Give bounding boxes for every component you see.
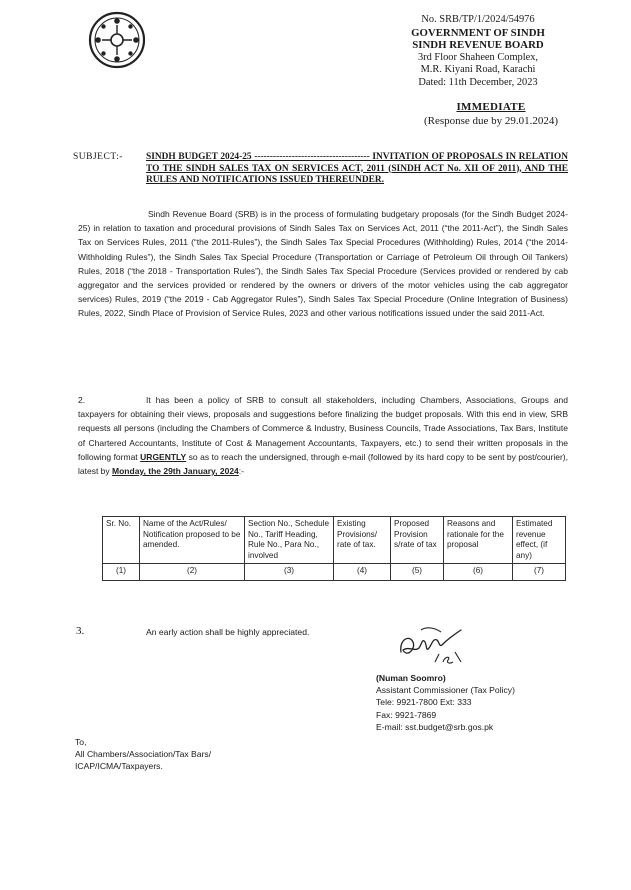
handwritten-signature xyxy=(395,622,475,670)
table-row xyxy=(103,564,566,581)
immediate-label: IMMEDIATE xyxy=(456,101,526,113)
table-cell: (4) xyxy=(334,564,391,581)
srb-logo-icon xyxy=(88,11,146,69)
table-header-cell: Sr. No. xyxy=(103,517,140,564)
paragraph-2-text-before: It has been a policy of SRB to consult all stakeholders, including Chambers, Associations, Groups and taxpayers for obtaining their views, proposals and suggestions before finalizing the budget proposals. With this end in view, SRB requests all persons (including the Chambers of Commerce & Industry, Business Councils, Trade Associations, Tax Bars, Institute of Chartered Accountants, Institute of Cost & Management Accountants, Taxpayers, etc.) to send their written proposals in the following format xyxy=(78,395,568,462)
table-header-row xyxy=(103,517,566,564)
recipients-to: To, xyxy=(75,737,87,747)
priority-block xyxy=(416,100,566,128)
signatory-tele: Tele: 9921-7800 Ext: 333 xyxy=(376,697,472,708)
recipients-line1: All Chambers/Association/Tax Bars/ xyxy=(75,749,212,760)
signatory-name: (Numan Soomro) xyxy=(376,673,446,683)
recipients-block xyxy=(75,736,211,773)
table-cell: (5) xyxy=(391,564,444,581)
table-header-cell: Name of the Act/Rules/ Notification proposed to be amended. xyxy=(140,517,245,564)
paragraph-2 xyxy=(78,393,568,478)
recipients-line2: ICAP/ICMA/Taxpayers. xyxy=(75,761,163,772)
table-cell: (1) xyxy=(103,564,140,581)
table-cell: (2) xyxy=(140,564,245,581)
paragraph-1: Sindh Revenue Board (SRB) is in the process of formulating budgetary proposals (for the Sindh Budget 2024-25) in relation to taxation and procedural provisions of Sindh Sales Tax on Services Act, 2011 (“the 2011-Act”), the Sindh Sales Tax on Services Rules, 2011 (“the 2011-Rules”), the Sindh Sales Tax Special Procedures (Withholding) Rules, 2014 (“the 2014-Withholding Rules”), the Sindh Sales Tax Special Procedure (Transportation or Carriage of Petroleum Oil through Oil Tankers) Rules, 2018 (“the 2018 - Transportation Rules”), the Sindh Sales Tax Special Procedure (Services provided or rendered by cab aggregator and the services provided or rendered by the owners or drivers of the motor vehicles using the cab aggregator services) Rules, 2019 (“the 2019 - Cab Aggregator Rules”), Sindh Sales Tax Special Procedure (Online Integration of Business) Rules, 2022, Sindh Place of Provision of Service Rules, 2023 and other various notifications issued under the said 2011-Act. xyxy=(78,209,568,319)
signatory-fax: Fax: 9921-7869 xyxy=(376,709,437,720)
signatory-block xyxy=(376,672,515,733)
table-header-cell: Section No., Schedule No., Tariff Heading, Rule No., Para No., involved xyxy=(245,517,334,564)
reference-number: No. SRB/TP/1/2024/54976 xyxy=(421,14,535,25)
paragraph-2-number: 2. xyxy=(78,395,86,405)
board-name: SINDH REVENUE BOARD xyxy=(412,39,544,51)
paragraph-3-number: 3. xyxy=(76,625,85,637)
table-header-cell: Existing Provisions/ rate of tax. xyxy=(334,517,391,564)
government-name: GOVERNMENT OF SINDH xyxy=(411,26,545,39)
signatory-designation: Assistant Commissioner (Tax Policy) xyxy=(376,685,515,696)
table-cell: (7) xyxy=(513,564,566,581)
urgently-emphasis: URGENTLY xyxy=(140,451,187,462)
table-header-cell: Reasons and rationale for the proposal xyxy=(444,517,513,564)
paragraph-2-text-end: :- xyxy=(238,466,244,477)
paragraph-2-text-middle: so as to reach the undersigned, through e-mail (followed by its hard copy to be sent by post/courier), latest by xyxy=(78,451,569,477)
table-header-cell: Proposed Provision s/rate of tax xyxy=(391,517,444,564)
letterhead xyxy=(378,14,578,89)
subject-label: SUBJECT:- xyxy=(73,152,123,162)
table-header-cell: Estimated revenue effect, (if any) xyxy=(513,517,566,564)
signatory-email: E-mail: sst.budget@srb.gos.pk xyxy=(376,721,494,732)
table-cell: (3) xyxy=(245,564,334,581)
address-line2: M.R. Kiyani Road, Karachi xyxy=(420,64,536,75)
deadline-emphasis: Monday, the 29th January, 2024 xyxy=(112,466,239,477)
letter-date: Dated: 11th December, 2023 xyxy=(418,76,538,88)
subject-text: SINDH BUDGET 2024-25 ------------------------------------- INVITATION OF PROPOSALS IN RELATION TO THE SINDH SALES TAX ON SERVICES ACT, 2011 (SINDH ACT No. XII OF 2011), AND THE RULES AND NOTIFICATIONS ISSUED THEREUNDER. xyxy=(146,152,568,185)
proposal-format-table xyxy=(102,516,566,581)
address-line1: 3rd Floor Shaheen Complex, xyxy=(417,51,539,63)
response-due: (Response due by 29.01.2024) xyxy=(423,115,559,127)
table-cell: (6) xyxy=(444,564,513,581)
paragraph-3-text: An early action shall be highly appreciated. xyxy=(146,627,310,637)
